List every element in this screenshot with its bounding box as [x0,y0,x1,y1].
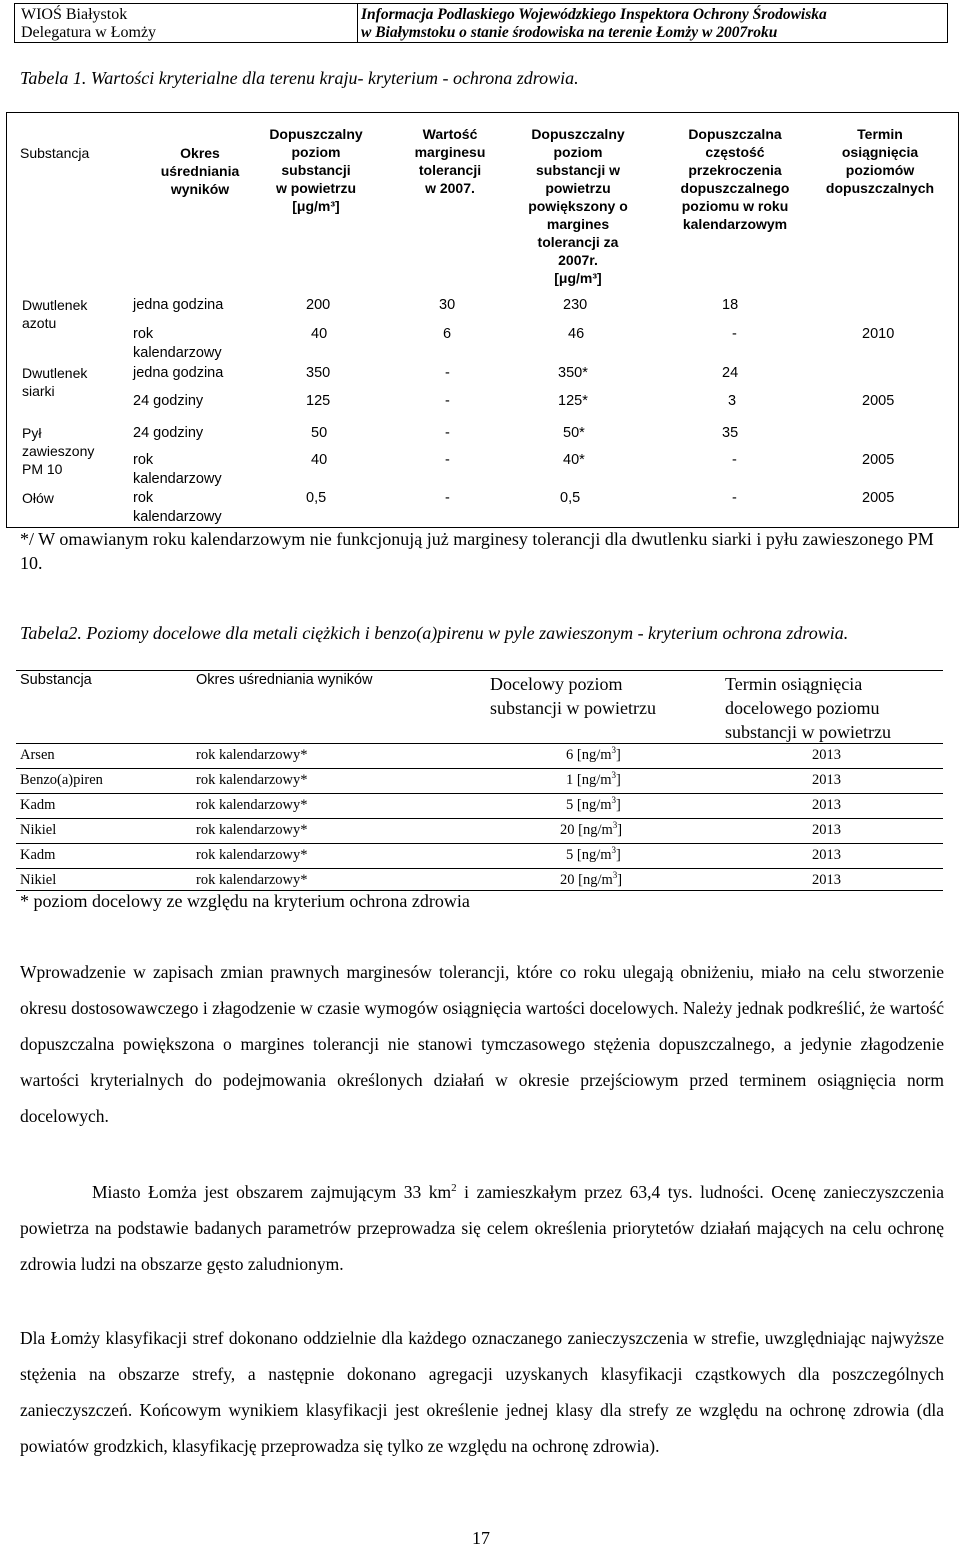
header-divider [357,4,358,42]
t1-r3-dop: 125 [306,393,331,409]
t1-r5-okres2: kalendarzowy [133,471,222,487]
t2-r4-termin: 2013 [812,847,841,863]
t2-r5-substancja: Nikiel [20,872,57,888]
t1-r5-okres: rok [133,452,154,468]
t2-r3-termin: 2013 [812,822,841,838]
t1-r0-okres: jedna godzina [133,297,224,313]
t2-r0-poziom: 6 $[ng/m^3]$ [566,745,621,763]
t1-r4-czest: 35 [722,425,739,441]
paragraph-3: Dla Łomży klasyfikacji stref dokonano oddzielnie dla każdego oznaczanego zanieczyszczenia w strefie, uwzględniając najwyższe stężenia na obszarze strefy, a następnie dokonano agregacji uzyskanych klasyfikacji cząstkowych dla poszczególnych zanieczyszczeń. Końcowym wynikiem klasyfikacji jest określenie jednej klasy dla strefy ze względu na ochronę zdrowia (dla powiatów grodzkich, klasyfikację przeprowadza się tylko ze względu na ochronę zdrowia). [20,1328,944,1456]
t2-r2-termin: 2013 [812,797,841,813]
t2-h-termin: Termin osiągnięcia docelowego poziomu substancji w powietrzu [725,674,891,742]
t2-r1-termin: 2013 [812,772,841,788]
page-number: 17 [472,1528,490,1548]
t1-r4-dop: 50 [311,425,328,441]
t2-r4-poziom: 5 $[ng/m^3]$ [566,845,621,863]
t2-r3-poziom: 20 $[ng/m^3]$ [560,820,623,838]
t1-r4-pow: 50* [563,425,585,441]
t1-r1-pow: 46 [568,326,585,342]
t2-h-okres: Okres uśredniania wyników [196,672,373,688]
header-title-line1: Informacja Podlaskiego Wojewódzkiego Inspektora Ochrony Środowiska [361,6,827,23]
t2-r0-termin: 2013 [812,747,841,763]
t1-r6-marg: - [445,490,450,506]
t1-r5-czest: - [732,452,737,468]
t1-substance-so2: Dwutlenek siarki [22,365,88,399]
t2-r4-okres: rok kalendarzowy* [196,847,308,863]
t1-h-czestosc: Dopuszczalna częstość przekroczenia dopuszczalnego poziomu w roku kalendarzowym [680,126,790,232]
t1-r2-pow: 350* [558,365,588,381]
t1-r2-dop: 350 [306,365,331,381]
t1-r0-czest: 18 [722,297,739,313]
t2-row-divider [16,743,943,744]
t1-r3-termin: 2005 [862,393,895,409]
t1-substance-pb: Ołów [22,490,54,506]
t2-r1-poziom: 1 $[ng/m^3]$ [566,770,621,788]
t1-r2-czest: 24 [722,365,739,381]
table1-caption: Tabela 1. Wartości kryterialne dla terenu kraju- kryterium - ochrona zdrowia. [20,68,579,88]
table2-caption: Tabela2. Poziomy docelowe dla metali ciężkich i benzo(a)pirenu w pyle zawieszonym - kryterium ochrona zdrowia. [20,623,849,643]
t1-r2-okres: jedna godzina [133,365,224,381]
t1-h-substancja: Substancja [20,145,90,161]
t1-h-dopuszczalny: Dopuszczalny poziom substancji w powietrzu [μg/m³] [269,126,363,214]
t1-substance-pm10: Pył zawieszony PM 10 [22,425,95,477]
t2-r3-substancja: Nikiel [20,822,57,838]
paragraph-1: Wprowadzenie w zapisach zmian prawnych marginesów tolerancji, które co roku ulegają obniżeniu, miało na celu stworzenie okresu dostosowawczego i złagodzenie w czasie wymogów osiągnięcia wartości docelowych. Należy jednak podkreślić, że wartość dopuszczalna powiększona o margines tolerancji nie stanowi tymczasowego stężenia dopuszczalnego, a jedynie złagodzenie wartości kryterialnych do podejmowania określonych działań w okresie przejściowym przed terminem osiągnięcia norm docelowych. [20,962,944,1126]
t2-r1-okres: rok kalendarzowy* [196,772,308,788]
t2-r5-poziom: 20 $[ng/m^3]$ [560,870,623,888]
t1-r5-termin: 2005 [862,452,895,468]
t1-r4-okres: 24 godziny [133,425,204,441]
t1-r6-okres2: kalendarzowy [133,509,222,525]
t1-r1-okres: rok [133,326,154,342]
t1-r1-termin: 2010 [862,326,895,342]
t2-r2-okres: rok kalendarzowy* [196,797,308,813]
t1-r0-marg: 30 [439,297,456,313]
t1-r1-okres2: kalendarzowy [133,345,222,361]
t2-top-border [16,670,943,671]
t1-r5-marg: - [445,452,450,468]
t1-r6-czest: - [732,490,737,506]
t2-h-substancja: Substancja [20,672,92,688]
t1-r4-marg: - [445,425,450,441]
t2-r0-okres: rok kalendarzowy* [196,747,308,763]
t2-r2-substancja: Kadm [20,797,56,813]
t1-h-termin: Termin osiągnięcia poziomów dopuszczalnych [825,126,935,196]
t1-r5-pow: 40* [563,452,585,468]
t2-r0-substancja: Arsen [20,747,55,763]
t1-h-okres: Okres uśredniania wyników [160,145,240,197]
t1-r0-pow: 230 [563,297,588,313]
header-branch: Delegatura w Łomży [21,24,157,41]
t1-r0-dop: 200 [306,297,331,313]
t1-r3-czest: 3 [728,393,737,409]
table1-right-border [958,112,959,528]
t1-r6-dop: 0,5 [306,490,327,506]
t1-substance-no2: Dwutlenek azotu [22,297,88,331]
t2-h-docelowy: Docelowy poziom substancji w powietrzu [490,674,656,718]
t1-r6-okres: rok [133,490,154,506]
t2-r5-termin: 2013 [812,872,841,888]
t1-r3-pow: 125* [558,393,588,409]
header-title-line2: w Białymstoku o stanie środowiska na terenie Łomży w 2007roku [361,24,778,41]
t1-h-powiekszony: Dopuszczalny poziom substancji w powietrzu powiększony o margines tolerancji za 2007r. [μg/m³] [528,126,628,286]
table1-left-border [6,112,7,528]
t1-h-margines: Wartość marginesu tolerancji w 2007. [414,126,486,196]
t2-row-divider [16,818,943,819]
t2-r5-okres: rok kalendarzowy* [196,872,308,888]
t1-r5-dop: 40 [311,452,328,468]
t2-row-divider [16,843,943,844]
t1-r1-marg: 6 [443,326,452,342]
t2-r1-substancja: Benzo(a)piren [20,772,103,788]
t2-row-divider [16,768,943,769]
t1-r6-termin: 2005 [862,490,895,506]
t2-r3-okres: rok kalendarzowy* [196,822,308,838]
t1-r2-marg: - [445,365,450,381]
table1-top-border [6,112,958,113]
t2-r2-poziom: 5 $[ng/m^3]$ [566,795,621,813]
t1-r6-pow: 0,5 [560,490,581,506]
t1-r1-czest: - [732,326,737,342]
t2-row-divider [16,793,943,794]
paragraph-2: Miasto Łomża jest obszarem zajmującym 33 $km^2$ i zamieszkałym przez 63,4 tys. ludności. Ocenę zanieczyszczenia powietrza na podstawie badanych parametrów przeprowadza się celem określenia priorytetów działań mających na celu ochronę zdrowia ludzi na obszarze gęsto zaludnionym. [20,1182,944,1274]
t1-r3-okres: 24 godziny [133,393,204,409]
t1-r3-marg: - [445,393,450,409]
table2-footnote: * poziom docelowy ze względu na kryterium ochrona zdrowia [20,891,470,911]
t2-row-divider [16,868,943,869]
t2-r4-substancja: Kadm [20,847,56,863]
t1-r1-dop: 40 [311,326,328,342]
page-header [14,3,948,43]
header-org: WIOŚ Białystok [21,6,128,23]
table1-footnote: */ W omawianym roku kalendarzowym nie funkcjonują już marginesy tolerancji dla dwutlenku siarki i pyłu zawieszonego PM 10. [20,529,934,573]
